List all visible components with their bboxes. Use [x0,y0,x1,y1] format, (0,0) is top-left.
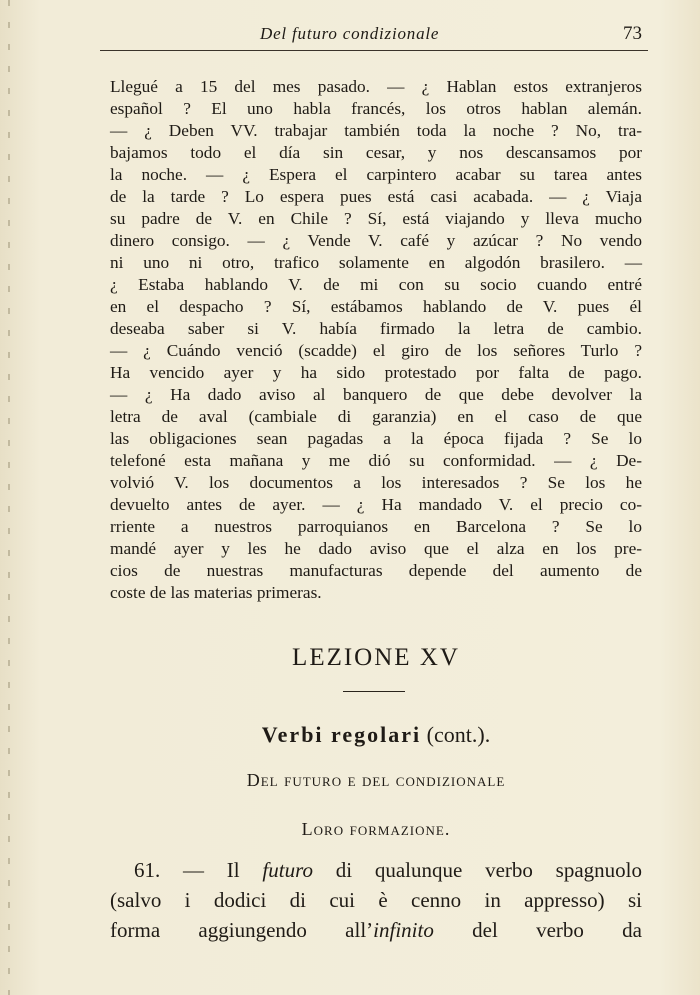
text-line: español ? El uno habla francés, los otros hablan alemán. [110,99,642,118]
para-text: di qualunque verbo spagnuolo [312,858,643,882]
text-line: rriente a nuestros parroquianos en Barcelona ? Se lo [110,517,642,536]
section-heading: Del futuro e del condizionale [246,770,506,790]
page-number: 73 [623,23,642,44]
para-italic: infinito [373,918,434,942]
text-line: letra de aval (cambiale di garanzia) en el caso de que [110,407,642,426]
text-line: — ¿ Cuándo venció (scadde) el giro de los señores Turlo ? [110,341,642,360]
text-line: — ¿ Deben VV. trabajar también toda la noche ? No, tra- [110,121,642,140]
paragraph-line [110,855,642,885]
subtitle-bold: Verbi regolari [261,722,422,747]
text-line: las obligaciones sean pagadas a la época fijada ? Se lo [110,429,642,448]
text-line: telefoné esta mañana y me dió su conformidad. — ¿ De- [110,451,642,470]
text-line: de la tarde ? Lo espera pues está casi acabada. — ¿ Viaja [110,187,642,206]
text-line: ¿ Estaba hablando V. de mi con su socio cuando entré [110,275,642,294]
text-line: deseaba saber si V. había firmado la letra de cambio. [110,319,642,338]
text-line: ni uno ni otro, trafico solamente en algodón brasilero. — [110,253,642,272]
text-line: en el despacho ? Sí, estábamos hablando de V. pues él [110,297,642,316]
text-line: dinero consigo. — ¿ Vende V. café y azúcar ? No vendo [110,231,642,250]
text-line: coste de las materias primeras. [110,583,322,602]
paragraph-line: (salvo i dodici di cui è cenno in appresso) si [110,888,642,912]
text-line: mandé ayer y les he dado aviso que el alza en los pre- [110,539,642,558]
running-title: Del futuro condizionale [260,24,440,43]
text-line: devuelto antes de ayer. — ¿ Ha mandado V. el precio co- [110,495,642,514]
exercise-text [110,76,642,604]
text-line: Llegué a 15 del mes pasado. — ¿ Hablan estos extranjeros [110,77,642,96]
text-line: — ¿ Ha dado aviso al banquero de que debe devolver la [110,385,642,404]
lesson-subtitle [110,722,642,748]
divider-rule [343,691,405,692]
binding-gutter [8,0,10,995]
text-line: bajamos todo el día sin cesar, y nos descansamos por [110,143,642,162]
text-line: la noche. — ¿ Espera el carpintero acabar su tarea antes [110,165,642,184]
para-text: forma aggiungendo all’ [110,918,374,942]
page-header [100,22,648,51]
text-line: Ha vencido ayer y ha sido protestado por falta de pago. [110,363,642,382]
subsection-heading: Loro formazione. [301,819,451,839]
text-line: su padre de V. en Chile ? Sí, está viajando y lleva mucho [110,209,642,228]
para-italic: futuro [262,858,313,882]
rule-paragraph [110,855,642,945]
text-line: volvió V. los documentos a los interesados ? Se los he [110,473,642,492]
text-line: cios de nuestras manufacturas depende del aumento de [110,561,642,580]
paragraph-line [110,915,642,945]
para-text: del verbo da [433,918,642,942]
para-text: 61. — Il [134,858,263,882]
lesson-title: LEZIONE XV [292,644,460,671]
subtitle-rest: (cont.). [421,722,491,747]
